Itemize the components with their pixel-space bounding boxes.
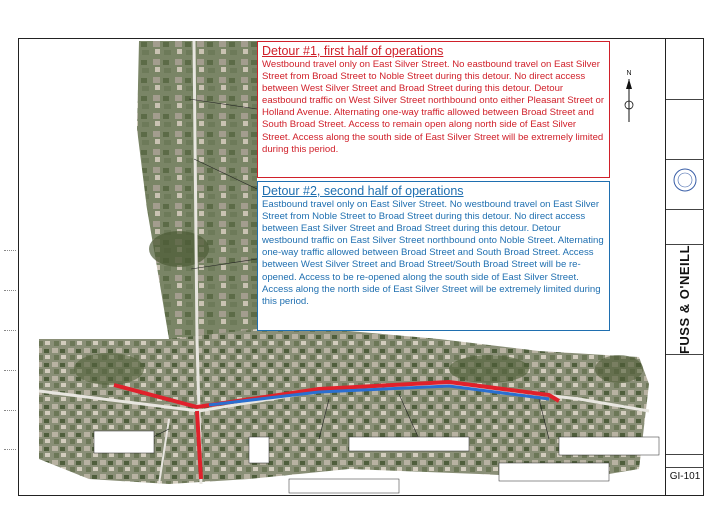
north-arrow-icon bbox=[617, 67, 641, 127]
detour-2-body: Eastbound travel only on East Silver Street. No westbound travel on East Silver Street from Noble Street to Broad Street during this detour. No direct access between East Silver Street and Broad Street during this detour. Detour westbound traffic on East Silver Street northbound onto Noble Street. Alternating one-way traffic allowed between Broad Street and South Broad Street. Access between West Silver Street and Broad Street/South Broad Street will be re-opened. Access to be re-opened along the south side of East Silver Street. Access along the north side of East Silver Street will be extremely limited during this period. bbox=[262, 199, 604, 307]
north-arrow bbox=[617, 67, 641, 127]
detour-2-note bbox=[257, 181, 610, 331]
detour-2-title: Detour #2, second half of operations bbox=[262, 184, 464, 198]
detour-1-body: Westbound travel only on East Silver Street. No eastbound travel on East Silver Street from Broad Street to Noble Street during this detour. No direct access between West Silver Street and Broad Street during this detour. Detour eastbound traffic on West Silver Street northbound onto either Pleasant Street or Holland Avenue. Alternating one-way traffic allowed between Broad Street and South Broad Street. Access to remain open along north side of East Silver Street. Access along the south side of East Silver Street will be extremely limited during this period. bbox=[262, 59, 605, 155]
title-block bbox=[665, 39, 703, 495]
engineer-seal bbox=[672, 167, 698, 193]
drawing-sheet bbox=[18, 38, 704, 496]
detour-1-note bbox=[257, 41, 610, 178]
sheet-number: GI-101 bbox=[669, 471, 701, 482]
firm-logo bbox=[668, 244, 702, 354]
revision-strip bbox=[4, 250, 18, 450]
north-label: N bbox=[626, 70, 632, 77]
detour-1-title: Detour #1, first half of operations bbox=[262, 44, 444, 58]
firm-name: FUSS & O'NEILL bbox=[677, 244, 693, 354]
